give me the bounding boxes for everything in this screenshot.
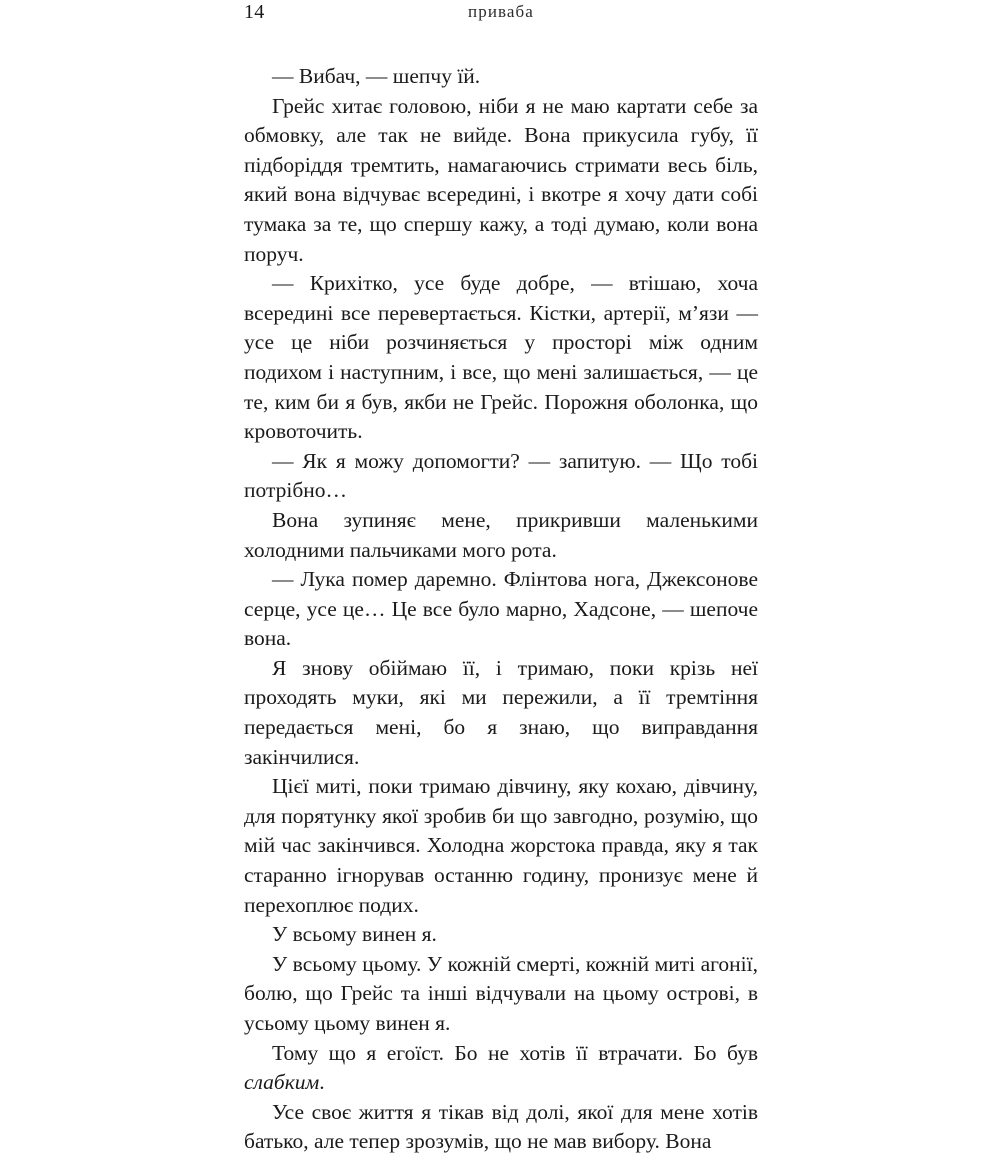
body-text-block bbox=[244, 62, 758, 1157]
paragraph-text-tail: . bbox=[319, 1070, 325, 1095]
page-header bbox=[244, 0, 758, 30]
paragraph: — Лука помер даремно. Флінтова нога, Джексонове серце, усе це… Це все було марно, Хадсоне, — шепоче вона. bbox=[244, 567, 758, 651]
emphasized-word: слабким bbox=[244, 1070, 320, 1095]
paragraph-with-emphasis bbox=[244, 1039, 758, 1098]
paragraph-text-lead: Тому що я егоїст. Бо не хотів її втрачати. Бо був bbox=[272, 1040, 758, 1065]
running-head-title: приваба bbox=[468, 2, 534, 21]
paragraph: У всьому винен я. bbox=[272, 922, 437, 947]
paragraph: Грейс хитає головою, ніби я не маю картати себе за обмовку, але так не вийде. Вона прикусила губу, її підборіддя тремтить, намагаючись стримати весь біль, який вона відчуває всередині, і вкотре я хочу дати собі тумака за те, що спершу кажу, а тоді думаю, коли вона поруч. bbox=[244, 93, 758, 266]
paragraph: Цієї миті, поки тримаю дівчину, яку кохаю, дівчину, для порятунку якої зробив би що завгодно, розумію, що мій час закінчився. Холодна жорстока правда, яку я так старанно ігнорував останню годину, пронизує мене й перехоплює подих. bbox=[244, 774, 758, 917]
paragraph: — Вибач, — шепчу їй. bbox=[272, 64, 481, 88]
paragraph: — Крихітко, усе буде добре, — втішаю, хоча всередині все перевертається. Кістки, артерії, м’язи — усе це ніби розчиняється у просторі між одним подихом і наступним, і все, що мені залишається, — це те, ким би я був, якби не Грейс. Порожня оболонка, що кровоточить. bbox=[244, 271, 758, 444]
paragraph: У всьому цьому. У кожній смерті, кожній миті агонії, болю, що Грейс та інші відчували на цьому острові, в усьому цьому винен я. bbox=[244, 951, 758, 1035]
paragraph: Вона зупиняє мене, прикривши маленькими холодними пальчиками мого рота. bbox=[244, 507, 758, 562]
paragraph: — Як я можу допомогти? — запитую. — Що тобі потрібно… bbox=[244, 448, 758, 503]
paragraph: Я знову обіймаю її, і тримаю, поки крізь неї проходять муки, які ми пережили, а її тремтіння передається мені, бо я знаю, що виправдання закінчилися. bbox=[244, 655, 758, 769]
paragraph: Усе своє життя я тікав від долі, якої для мене хотів батько, але тепер зрозумів, що не мав вибору. Вона bbox=[244, 1099, 758, 1154]
page-number: 14 bbox=[244, 1, 265, 23]
